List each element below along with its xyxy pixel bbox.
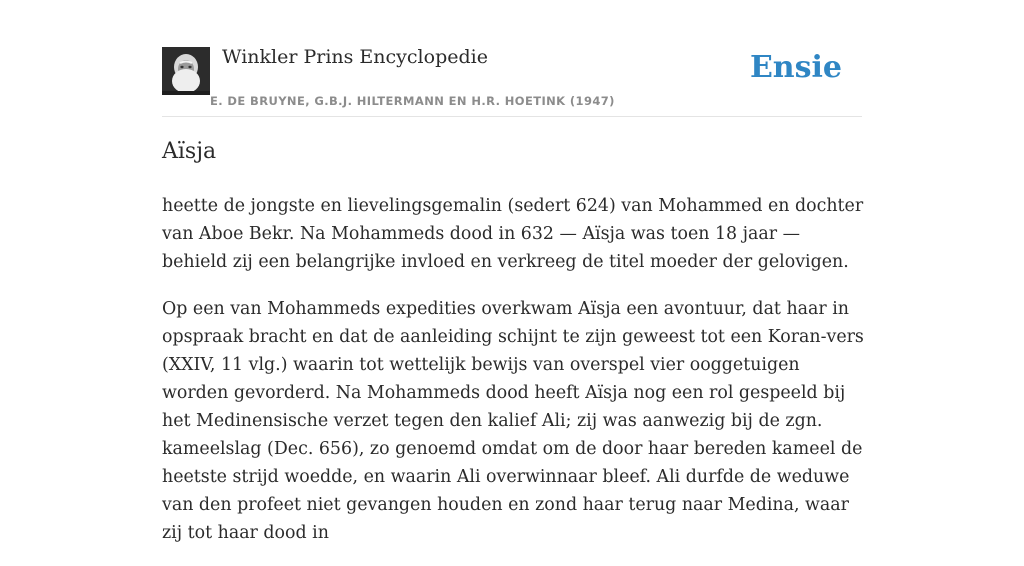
site-header bbox=[162, 44, 862, 117]
article-title: Aïsja bbox=[162, 139, 217, 164]
authors-line: E. DE BRUYNE, G.B.J. HILTERMANN EN H.R. HOETINK (1947) bbox=[210, 94, 615, 108]
brand-logo[interactable]: Ensie bbox=[749, 50, 842, 85]
article-paragraph: Op een van Mohammeds expedities overkwam Aïsja een avontuur, dat haar in opspraak bracht en dat de aanleiding schijnt te zijn geweest tot een Koran-vers (XXIV, 11 vlg.) waarin tot wettelijk bewijs van overspel vier ooggetuigen worden gevorderd. Na Mohammeds dood heeft Aïsja nog een rol gespeeld bij het Medinensische verzet tegen den kalief Ali; zij was aanwezig bij de zgn. kameelslag (Dec. 656), zo genoemd omdat om de door haar bereden kameel de heetste strijd woedde, en waarin Ali overwinnaar bleef. Ali durfde de weduwe van den profeet niet gevangen houden en zond haar terug naar Medina, waar zij tot haar dood in bbox=[162, 299, 864, 543]
article-body bbox=[162, 192, 864, 566]
article-paragraph: heette de jongste en lievelingsgemalin (sedert 624) van Mohammed en dochter van Aboe Bekr. Na Mohammeds dood in 632 — Aïsja was toen 18 jaar — behield zij een belangrijke invloed en verkreeg de titel moeder der gelovigen. bbox=[162, 196, 864, 272]
portrait-icon bbox=[162, 47, 210, 95]
site-title[interactable]: Winkler Prins Encyclopedie bbox=[222, 46, 488, 68]
author-avatar[interactable] bbox=[162, 47, 210, 95]
